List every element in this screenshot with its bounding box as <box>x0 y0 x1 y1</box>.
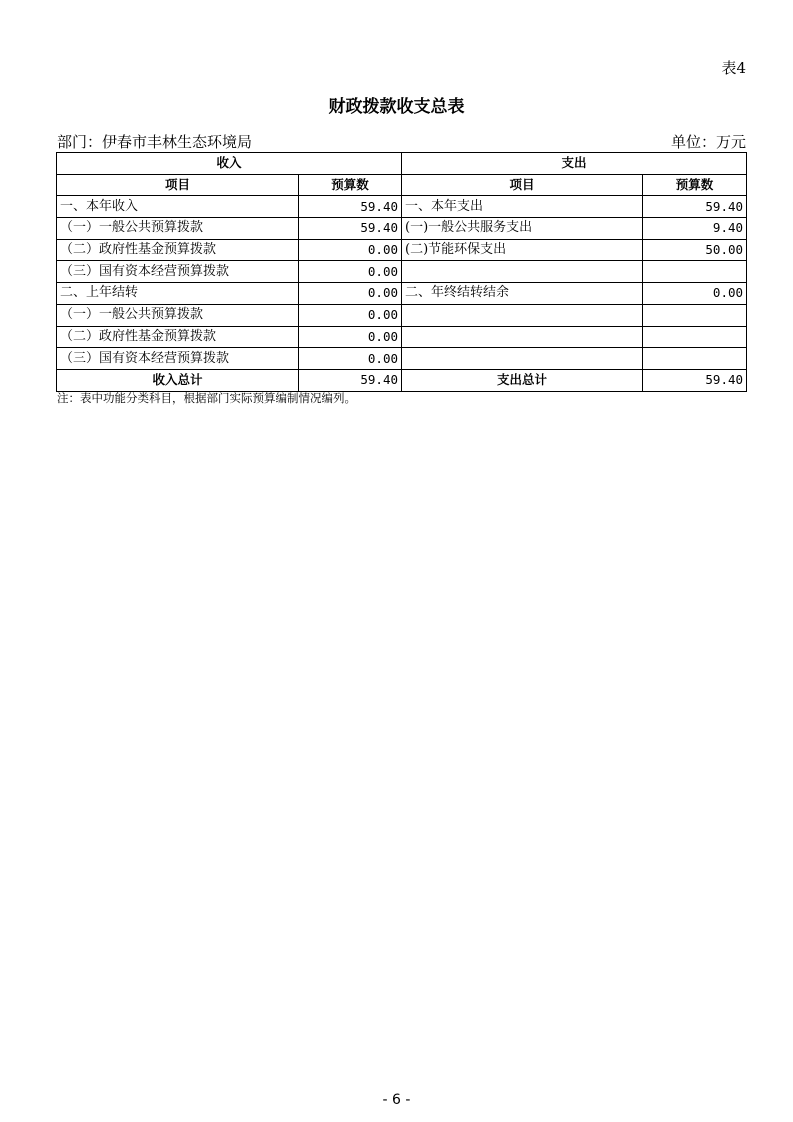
income-value: 0.00 <box>299 283 402 305</box>
expense-value <box>643 326 747 348</box>
table-row <box>57 218 747 240</box>
income-value: 59.40 <box>299 196 402 218</box>
department-label: 部门：伊春市丰林生态环境局 <box>57 133 253 151</box>
income-item: 二、上年结转 <box>57 283 299 305</box>
table-row <box>57 348 747 370</box>
expense-item <box>402 326 643 348</box>
income-value: 0.00 <box>299 304 402 326</box>
expense-budget-header: 预算数 <box>643 174 747 196</box>
expense-header: 支出 <box>402 153 747 175</box>
table-row <box>57 261 747 283</box>
column-header-row <box>57 174 747 196</box>
income-value: 0.00 <box>299 239 402 261</box>
income-item: （三）国有资本经营预算拨款 <box>57 261 299 283</box>
income-item: （三）国有资本经营预算拨款 <box>57 348 299 370</box>
expense-total-label: 支出总计 <box>402 369 643 391</box>
section-header-row <box>57 153 747 175</box>
expense-value: 50.00 <box>643 239 747 261</box>
total-row <box>57 369 747 391</box>
table-row <box>57 326 747 348</box>
income-value: 0.00 <box>299 348 402 370</box>
income-value: 0.00 <box>299 326 402 348</box>
income-item: （二）政府性基金预算拨款 <box>57 239 299 261</box>
expense-value: 0.00 <box>643 283 747 305</box>
table-row <box>57 283 747 305</box>
table-row <box>57 196 747 218</box>
income-header: 收入 <box>57 153 402 175</box>
expense-item <box>402 304 643 326</box>
page-number: - 6 - <box>382 1092 411 1108</box>
expense-value: 59.40 <box>643 196 747 218</box>
expense-value <box>643 261 747 283</box>
expense-total-value: 59.40 <box>643 369 747 391</box>
income-value: 0.00 <box>299 261 402 283</box>
unit-label: 单位：万元 <box>670 133 746 151</box>
expense-item: (二)节能环保支出 <box>402 239 643 261</box>
expense-item: 二、年终结转结余 <box>402 283 643 305</box>
expense-item-header: 项目 <box>402 174 643 196</box>
income-total-value: 59.40 <box>299 369 402 391</box>
expense-item <box>402 261 643 283</box>
income-total-label: 收入总计 <box>57 369 299 391</box>
expense-value: 9.40 <box>643 218 747 240</box>
income-item: 一、本年收入 <box>57 196 299 218</box>
footnote: 注：表中功能分类科目，根据部门实际预算编制情况编列。 <box>57 391 356 405</box>
budget-table <box>56 152 747 392</box>
income-value: 59.40 <box>299 218 402 240</box>
expense-item <box>402 348 643 370</box>
page-title: 财政拨款收支总表 <box>328 97 465 117</box>
expense-value <box>643 304 747 326</box>
income-item: （一）一般公共预算拨款 <box>57 304 299 326</box>
income-item: （一）一般公共预算拨款 <box>57 218 299 240</box>
expense-value <box>643 348 747 370</box>
table-row <box>57 304 747 326</box>
table-number: 表4 <box>721 59 746 77</box>
table-row <box>57 239 747 261</box>
expense-item: 一、本年支出 <box>402 196 643 218</box>
income-item-header: 项目 <box>57 174 299 196</box>
income-budget-header: 预算数 <box>299 174 402 196</box>
expense-item: (一)一般公共服务支出 <box>402 218 643 240</box>
income-item: （二）政府性基金预算拨款 <box>57 326 299 348</box>
